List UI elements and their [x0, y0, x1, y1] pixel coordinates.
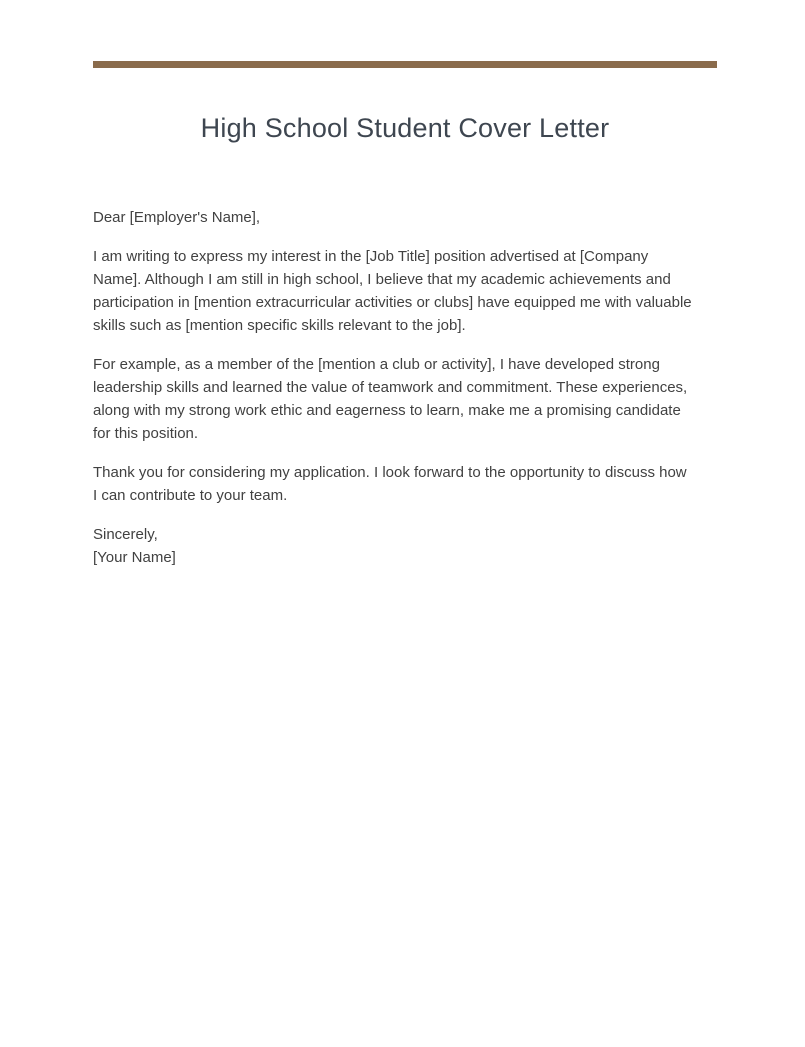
- signature-name: [Your Name]: [93, 549, 176, 566]
- body-paragraph: I am writing to express my interest in the [Job Title] position advertised at [Company Name]. Although I am still in high school, I believe that my academic achievements and participation in [mention extracurricular activities or clubs] have equipped me with valuable skills such as [mention specific skills relevant to the job].: [93, 248, 692, 334]
- accent-bar: [93, 61, 717, 68]
- salutation: Dear [Employer's Name],: [93, 209, 261, 226]
- document-content: [93, 61, 717, 569]
- letter-body: [93, 206, 694, 569]
- closing: Sincerely,: [93, 526, 158, 543]
- signature-block: [93, 523, 694, 569]
- document-title: High School Student Cover Letter: [200, 113, 610, 143]
- body-paragraph: For example, as a member of the [mention a club or activity], I have developed strong leadership skills and learned the value of teamwork and commitment. These experiences, along with my strong work ethic and eagerness to learn, make me a promising candidate for this position.: [93, 356, 688, 442]
- body-paragraph: Thank you for considering my application. I look forward to the opportunity to discuss how I can contribute to your team.: [93, 464, 687, 504]
